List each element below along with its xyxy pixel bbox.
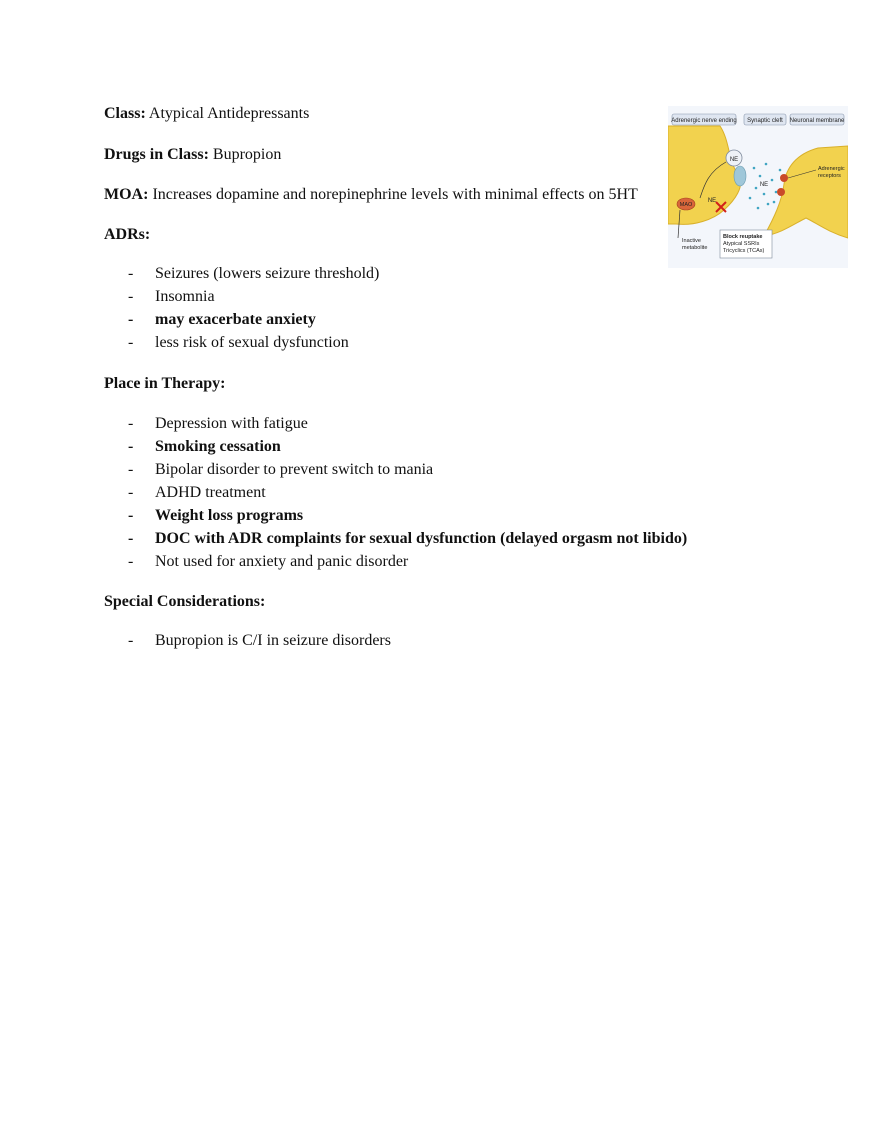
moa-line [104,185,638,205]
ne-low-label: NE [707,198,717,204]
adrs-heading: ADRs: [104,226,151,243]
list-item: Seizures (lowers seizure threshold) [155,265,380,282]
membrane-label: Neuronal membrane [789,118,845,124]
ne-top-label: NE [729,157,739,163]
bullet-dash: - [128,530,134,547]
bullet-dash: - [128,288,134,305]
list-item: DOC with ADR complaints for sexual dysfunction (delayed orgasm not libido) [155,530,688,547]
block-label-2: Atypical SSRIs [723,241,760,247]
transporter [734,166,746,186]
therapy-heading: Place in Therapy: [104,375,226,392]
list-item: Depression with fatigue [155,415,308,432]
bullet-dash: - [128,311,134,328]
block-label-3: Tricyclics (TCAs) [723,248,765,254]
class-label: Class: [104,105,146,122]
block-label-1: Block reuptake [723,234,763,240]
list-item: Insomnia [155,288,215,305]
drugs-line [104,145,281,165]
list-item: Smoking cessation [155,438,281,455]
class-line [104,104,309,124]
bullet-dash: - [128,415,134,432]
receptor-2 [777,188,785,196]
list-item: Weight loss programs [155,507,304,524]
list-item: Bupropion is C/I in seizure disorders [155,632,391,649]
nerve-ending-label: Adrenergic nerve ending [671,118,737,124]
list-item: less risk of sexual dysfunction [155,334,349,351]
synapse-diagram [668,106,848,268]
drugs-value: Bupropion [208,146,282,163]
class-value: Atypical Antidepressants [145,105,310,122]
receptors-label-2: receptors [818,173,841,179]
bullet-dash: - [128,507,134,524]
mao-label: MAO [679,202,693,208]
inactive-label-1: Inactive [682,238,701,244]
inactive-label-2: metabolite [682,245,708,251]
bullet-dash: - [128,484,134,501]
bullet-dash: - [128,632,134,649]
receptor-1 [780,174,788,182]
list-item: ADHD treatment [155,484,266,501]
list-item: Bipolar disorder to prevent switch to mania [155,461,434,478]
bullet-dash: - [128,334,134,351]
drugs-label: Drugs in Class: [104,146,209,163]
bullet-dash: - [128,438,134,455]
moa-label: MOA: [104,186,149,203]
ne-mid-label: NE [759,182,769,188]
list-item: may exacerbate anxiety [155,311,316,328]
bullet-dash: - [128,461,134,478]
receptors-label-1: Adrenergic [818,166,845,172]
moa-value: Increases dopamine and norepinephrine levels with minimal effects on 5HT [148,186,638,203]
bullet-dash: - [128,553,134,570]
cleft-label: Synaptic cleft [747,118,783,124]
bullet-dash: - [128,265,134,282]
list-item: Not used for anxiety and panic disorder [155,553,409,570]
special-heading: Special Considerations: [104,593,266,610]
